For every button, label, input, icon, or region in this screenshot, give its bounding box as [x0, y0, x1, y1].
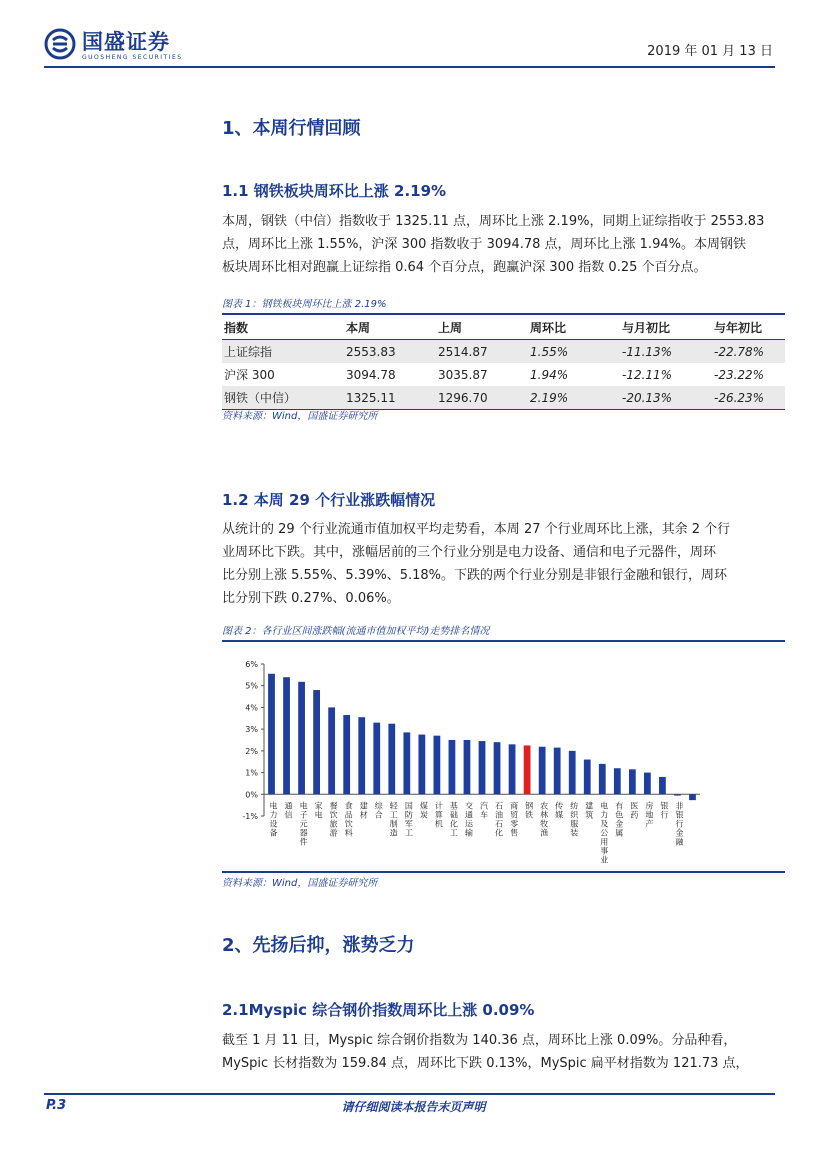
page-number: P.3: [46, 1098, 67, 1113]
chart-bar: [614, 768, 621, 794]
table-cell: -12.11%: [622, 367, 673, 382]
chart-bar: [674, 794, 681, 795]
logo-name: 国盛证券: [82, 30, 170, 54]
x-tick-label: 计算机: [434, 801, 443, 829]
table-row: [222, 386, 785, 410]
paragraph-line: 业周环比下跌。其中，涨幅居前的三个行业分别是电力设备、通信和电子元器件，周环: [222, 545, 717, 560]
chart-bar: [358, 717, 365, 794]
x-tick-label: 传媒: [555, 801, 564, 820]
x-tick-label: 银行: [660, 801, 669, 820]
table-cell: 1.55%: [528, 340, 620, 364]
paragraph-line: MySpic 长材指数为 159.84 点，周环比下跌 0.13%，MySpic 扁平材指数为 121.73 点，: [222, 1056, 749, 1071]
x-tick-label: 综合: [374, 801, 383, 820]
section-1-1-title: 1.1 钢铁板块周环比上涨 2.19%: [222, 182, 447, 200]
chart-bar: [434, 736, 441, 795]
x-tick-label: 电力设备: [269, 801, 278, 838]
table-cell: 3094.78: [346, 367, 396, 382]
paragraph-line: 截至 1 月 11 日，Myspic 综合钢价指数为 140.36 点，周环比上涨 0.09%。分品种看，: [222, 1033, 737, 1048]
x-tick-label: 非银行金融: [675, 801, 684, 847]
x-tick-label: 汽车: [480, 801, 488, 820]
chart-bar: [644, 773, 651, 795]
chart-bar: [509, 744, 516, 794]
y-tick-label: 1%: [245, 768, 258, 778]
section-1-2-title: 1.2 本周 29 个行业涨跌幅情况: [222, 491, 436, 509]
table-caption: 图表 1：钢铁板块周环比上涨 2.19%: [222, 299, 387, 310]
table-header: 与月初比: [620, 314, 712, 340]
x-tick-label: 基础化工: [449, 801, 458, 838]
section-1-title: 1、本周行情回顾: [222, 118, 361, 139]
section-2-1-paragraph: [222, 1029, 785, 1075]
y-tick-label: 4%: [245, 703, 258, 713]
table-row: [222, 363, 785, 386]
industry-bar-chart: [222, 650, 785, 870]
y-tick-label: 0%: [245, 790, 258, 800]
chart-bar: [569, 751, 576, 794]
x-tick-label: 餐饮旅游: [329, 801, 338, 838]
logo-icon: [44, 28, 76, 60]
logo-english-name: GUOSHENG SECURITIES: [82, 54, 183, 61]
section-2-title: 2、先扬后抑，涨势乏力: [222, 935, 415, 956]
chart-bar: [388, 724, 395, 795]
paragraph-line: 板块周环比相对跑赢上证综指 0.64 个百分点，跑赢沪深 300 指数 0.25 个百分点。: [222, 260, 707, 275]
x-tick-label: 食品饮料: [344, 801, 353, 838]
chart-bar: [313, 690, 320, 794]
x-tick-label: 纺织服装: [570, 801, 579, 838]
section-1-1-paragraph: [222, 210, 785, 279]
table-row: [222, 340, 785, 364]
x-tick-label: 交通运输: [464, 801, 473, 838]
x-tick-label: 建筑: [585, 801, 594, 820]
x-tick-label: 建材: [359, 801, 368, 820]
table-cell: -20.13%: [620, 386, 712, 410]
index-table: [222, 313, 785, 410]
x-tick-label: 电力及公用事业: [600, 801, 609, 865]
table-cell: -23.22%: [714, 367, 765, 382]
table-cell: 2.19%: [528, 386, 620, 410]
footer-divider: [44, 1093, 775, 1095]
chart-bar: [283, 677, 290, 794]
x-tick-label: 煤炭: [419, 801, 428, 820]
chart-bar: [524, 745, 531, 794]
table-cell: 2514.87: [436, 340, 528, 364]
y-tick-label: 2%: [245, 746, 258, 756]
chart-top-divider: [222, 640, 785, 642]
table-cell: 1325.11: [344, 386, 436, 410]
chart-bar: [403, 732, 410, 794]
table-cell: 沪深 300: [224, 368, 275, 382]
company-logo: [44, 24, 214, 66]
x-tick-label: 商贸零售: [510, 801, 519, 838]
chart-bar: [659, 777, 666, 794]
chart-bottom-divider: [222, 871, 785, 873]
table-header: 指数: [222, 314, 344, 340]
x-tick-label: 轻工制造: [389, 801, 398, 838]
table-cell: 3035.87: [438, 367, 488, 382]
chart-bar: [449, 740, 456, 794]
chart-bar: [494, 742, 501, 794]
x-tick-label: 钢铁: [525, 801, 534, 820]
x-tick-label: 房地产: [645, 801, 654, 829]
chart-bar: [689, 794, 696, 800]
table-cell: -22.78%: [712, 340, 785, 364]
y-tick-label: 6%: [245, 660, 258, 669]
table-header: 周环比: [528, 314, 620, 340]
chart-bar: [479, 741, 486, 794]
table-cell: -11.13%: [620, 340, 712, 364]
footer-disclaimer: 请仔细阅读本报告末页声明: [341, 1100, 486, 1114]
x-tick-label: 医药: [630, 801, 639, 820]
table-cell: 钢铁（中信）: [222, 386, 344, 410]
chart-bar: [539, 747, 546, 795]
table-cell: 1296.70: [436, 386, 528, 410]
chart-bar: [343, 715, 350, 794]
chart-bar: [268, 674, 275, 795]
chart-bar: [554, 748, 561, 795]
table-cell: -26.23%: [712, 386, 785, 410]
paragraph-line: 点，周环比上涨 1.55%，沪深 300 指数收于 3094.78 点，周环比上涨 1.94%。本周钢铁: [222, 237, 746, 252]
chart-bar: [464, 740, 471, 794]
table-header: 与年初比: [712, 314, 785, 340]
chart-source: 资料来源：Wind，国盛证券研究所: [222, 878, 378, 889]
paragraph-line: 比分别下跌 0.27%、0.06%。: [222, 591, 400, 606]
y-tick-label: 3%: [245, 725, 258, 735]
y-tick-label: 5%: [245, 681, 258, 691]
y-tick-label: -1%: [242, 812, 258, 821]
section-1-2-paragraph: [222, 518, 785, 610]
chart-bar: [584, 760, 591, 795]
chart-bar: [629, 769, 636, 794]
chart-bar: [373, 723, 380, 795]
table-source: 资料来源：Wind，国盛证券研究所: [222, 411, 378, 422]
chart-bar: [298, 682, 305, 794]
chart-caption: 图表 2：各行业区间涨跌幅(流通市值加权平均)走势排名情况: [222, 626, 490, 637]
chart-bar: [599, 764, 606, 794]
header-divider: [44, 66, 775, 68]
table-cell: 2553.83: [344, 340, 436, 364]
section-2-1-title: 2.1Myspic 综合钢价指数周环比上涨 0.09%: [222, 1001, 535, 1019]
table-header-row: [222, 314, 785, 340]
x-tick-label: 有色金属: [615, 801, 624, 838]
x-tick-label: 电子元器件: [299, 801, 308, 847]
x-tick-label: 国防军工: [404, 801, 413, 838]
table-cell: 1.94%: [530, 367, 569, 382]
x-tick-label: 通信: [284, 801, 293, 820]
table-header: 本周: [344, 314, 436, 340]
table-cell: 上证综指: [222, 340, 344, 364]
paragraph-line: 本周，钢铁（中信）指数收于 1325.11 点，周环比上涨 2.19%，同期上证综指收于 2553.83: [222, 214, 765, 229]
paragraph-line: 从统计的 29 个行业流通市值加权平均走势看，本周 27 个行业周环比上涨，其余 2 个行: [222, 522, 731, 537]
paragraph-line: 比分别上涨 5.55%、5.39%、5.18%。下跌的两个行业分别是非银行金融和银行，周环: [222, 568, 728, 583]
report-date: 2019 年 01 月 13 日: [647, 44, 773, 59]
chart-bar: [418, 735, 425, 795]
table-header: 上周: [436, 314, 528, 340]
x-tick-label: 农林牧渔: [540, 801, 549, 838]
x-tick-label: 家电: [314, 801, 323, 820]
x-tick-label: 石油石化: [495, 801, 504, 838]
chart-bar: [328, 707, 335, 794]
